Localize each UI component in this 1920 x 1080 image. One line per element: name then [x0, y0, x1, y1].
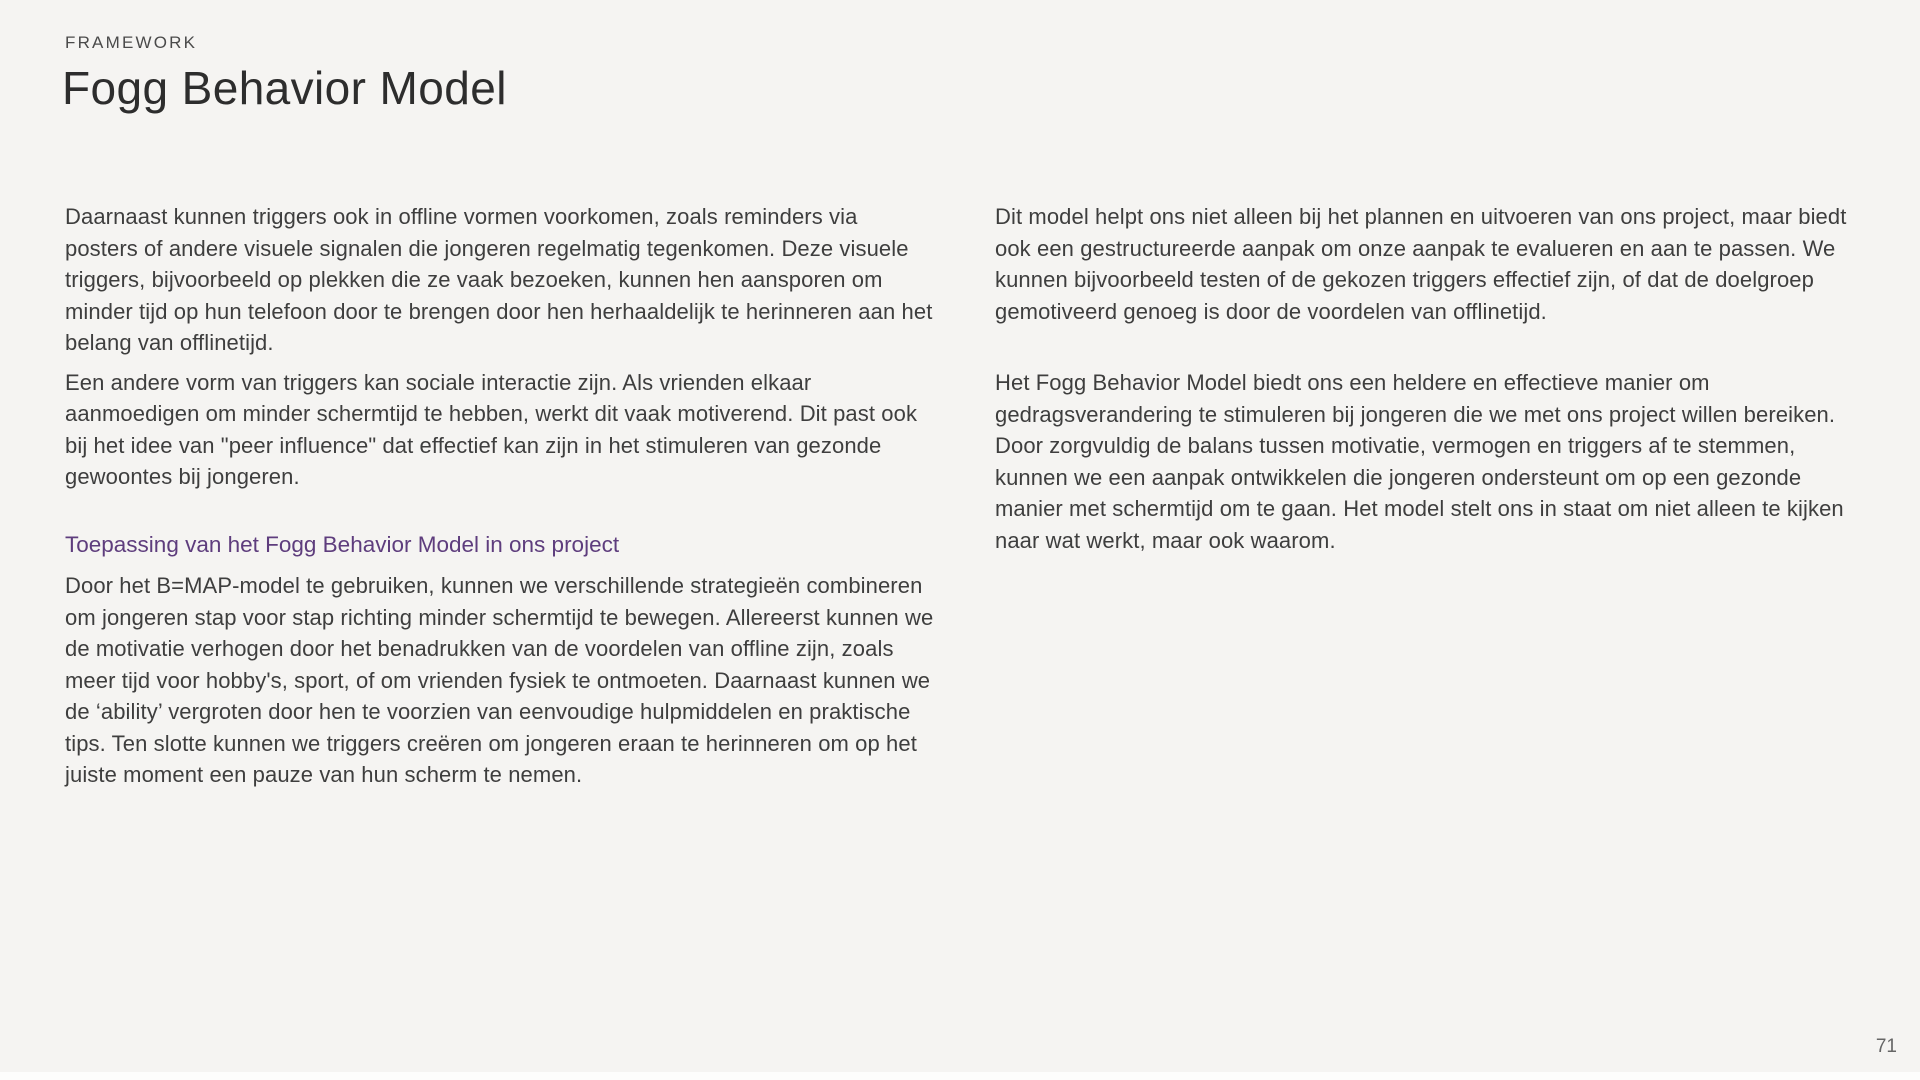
left-column: [65, 201, 935, 799]
page-title: Fogg Behavior Model: [62, 62, 507, 114]
paragraph-model-evaluation: Dit model helpt ons niet alleen bij het plannen en uitvoeren van ons project, maar biedt ook een gestructureerde aanpak om onze aanpak te evalueren en aan te passen. We kunnen bijvoorbeeld testen of de gekozen triggers effectief zijn, of dat de doelgroep gemotiveerd genoeg is door de voordelen van offlinetijd.: [995, 204, 1847, 324]
bottom-edge-strip: [0, 1072, 1920, 1080]
slide-header: [62, 33, 507, 115]
paragraph-bmap-strategy: Door het B=MAP-model te gebruiken, kunnen we verschillende strategieën combineren om jongeren stap voor stap richting minder schermtijd te bewegen. Allereerst kunnen we de motivatie verhogen door het benadrukken van de voordelen van offline zijn, zoals meer tijd voor hobby's, sport, of om vrienden fysiek te ontmoeten. Daarnaast kunnen we de ‘ability’ vergroten door hen te voorzien van eenvoudige hulpmiddelen en praktische tips. Ten slotte kunnen we triggers creëren om jongeren eraan te herinneren om op het juiste moment een pauze van hun scherm te nemen.: [65, 573, 934, 787]
right-column: [995, 201, 1862, 564]
paragraph-triggers-offline: Daarnaast kunnen triggers ook in offline vormen voorkomen, zoals reminders via posters of andere visuele signalen die jongeren regelmatig tegenkomen. Deze visuele triggers, bijvoorbeeld op plekken die ze vaak bezoeken, kunnen hen aansporen om minder tijd op hun telefoon door te brengen door hen herhaaldelijk te herinneren aan het belang van offlinetijd.: [65, 204, 933, 355]
body-columns: [65, 201, 1862, 799]
page-number: 71: [1875, 1036, 1897, 1057]
eyebrow-label: FRAMEWORK: [65, 33, 198, 52]
paragraph-model-conclusion: Het Fogg Behavior Model biedt ons een heldere en effectieve manier om gedragsverandering te stimuleren bij jongeren die we met ons project willen bereiken. Door zorgvuldig de balans tussen motivatie, vermogen en triggers af te stemmen, kunnen we een aanpak ontwikkelen die jongeren ondersteunt om op een gezonde manier met schermtijd om te gaan. Het model stelt ons in staat om niet alleen te kijken naar wat werkt, maar ook waarom.: [995, 370, 1844, 553]
paragraph-social-triggers: Een andere vorm van triggers kan sociale interactie zijn. Als vrienden elkaar aanmoedigen om minder schermtijd te hebben, werkt dit vaak motiverend. Dit past ook bij het idee van "peer influence" dat effectief kan zijn in het stimuleren van gezonde gewoontes bij jongeren.: [65, 369, 918, 489]
section-subheading: Toepassing van het Fogg Behavior Model in ons project: [65, 531, 620, 557]
